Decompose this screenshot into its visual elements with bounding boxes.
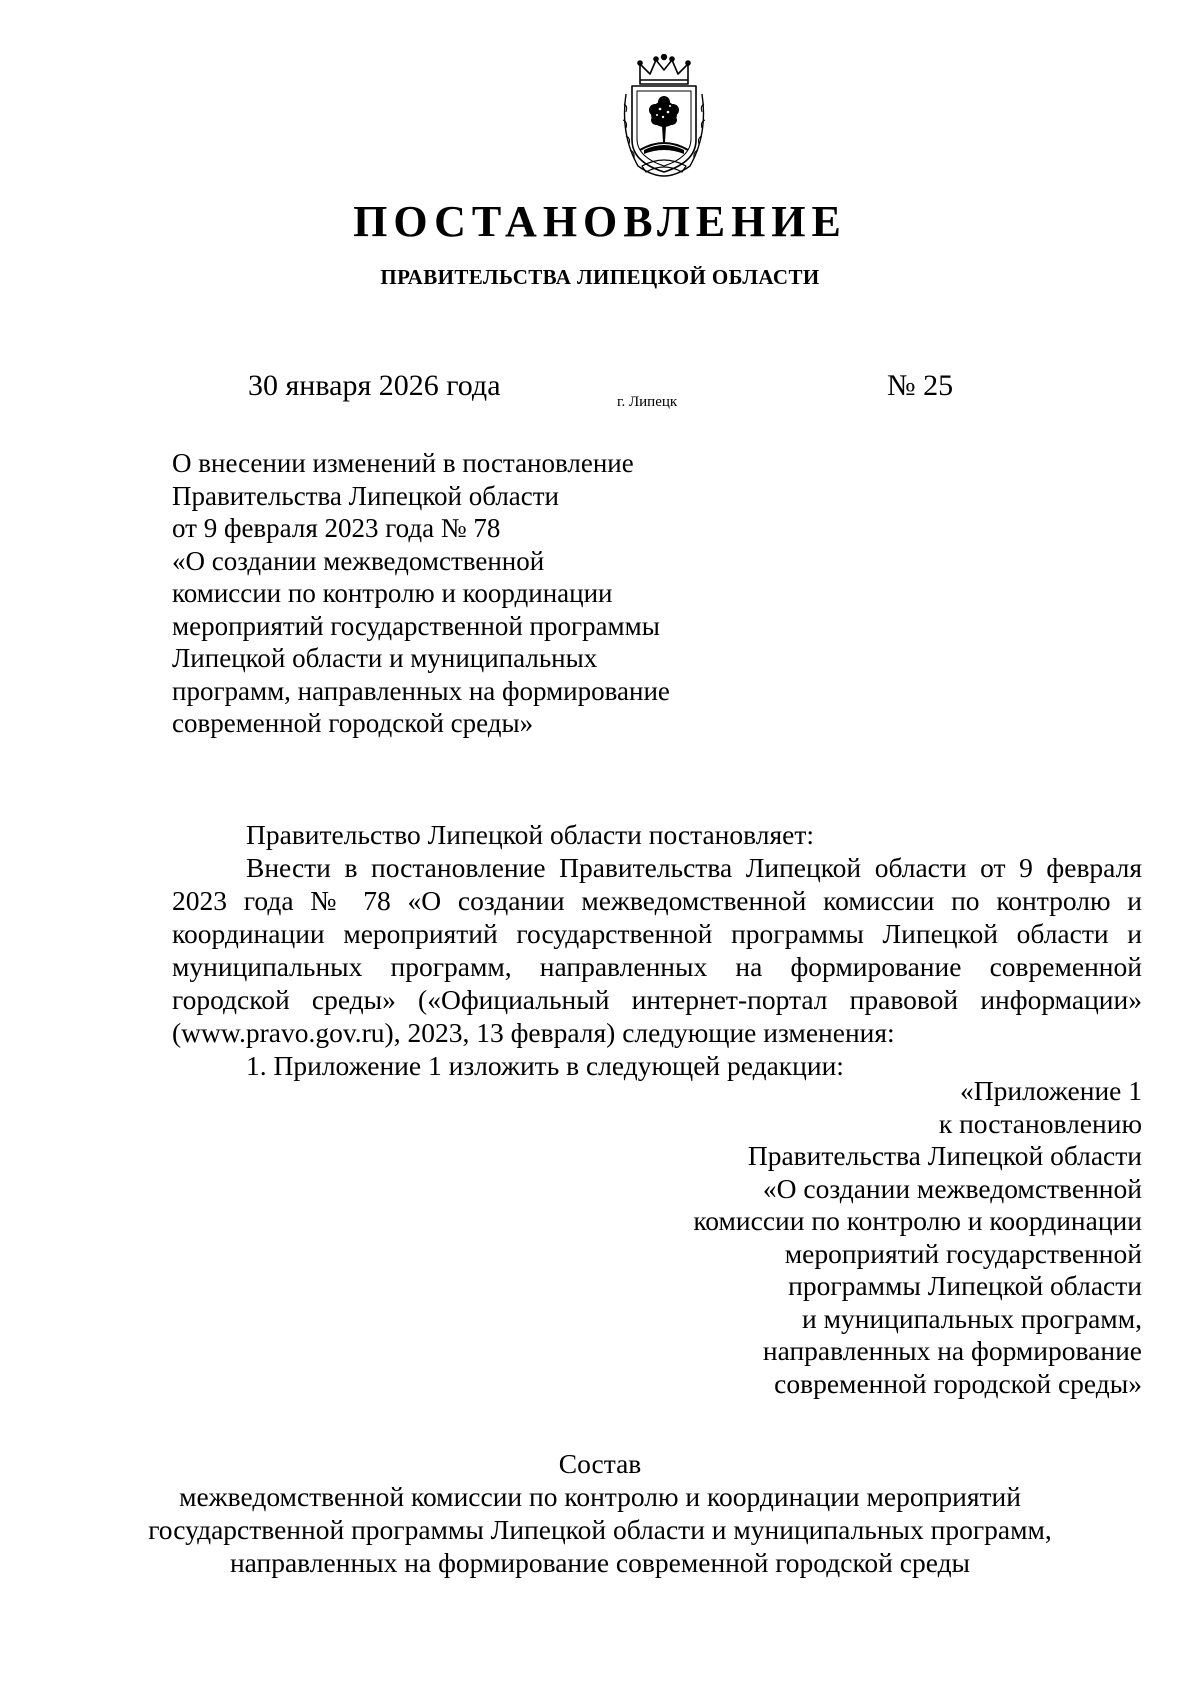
- appendix-line: программы Липецкой области: [788, 1270, 1142, 1301]
- heading-line: «О создании межведомственной: [172, 545, 545, 576]
- document-issuer: ПРАВИТЕЛЬСТВА ЛИПЕЦКОЙ ОБЛАСТИ: [380, 265, 820, 289]
- heading-line: комиссии по контролю и координации: [172, 578, 613, 608]
- document-date: 30 января 2026 года: [248, 369, 501, 402]
- composition-line: направленных на формирование современной городской среды: [229, 1547, 971, 1578]
- heading-line: современной городской среды»: [172, 708, 534, 738]
- item-1: 1. Приложение 1 изложить в следующей редакции:: [246, 1050, 844, 1081]
- resolution-statement: Правительство Липецкой области постановляет:: [246, 819, 815, 850]
- appendix-line: направленных на формирование: [762, 1335, 1142, 1366]
- appendix-header: [582, 1075, 1142, 1400]
- heading-line: О внесении изменений в постановление: [172, 448, 634, 478]
- composition-line: государственной программы Липецкой области и муниципальных программ,: [148, 1514, 1052, 1545]
- composition-title: Состав: [558, 1448, 642, 1479]
- heading-line: Липецкой области и муниципальных: [172, 643, 598, 673]
- coat-of-arms-icon: [618, 54, 710, 178]
- document-heading: [172, 447, 732, 740]
- composition-line: межведомственной комиссии по контролю и координации мероприятий: [179, 1481, 1021, 1512]
- appendix-line: мероприятий государственной: [784, 1237, 1142, 1269]
- appendix-line: Правительства Липецкой области: [747, 1140, 1142, 1171]
- appendix-line: и муниципальных программ,: [802, 1302, 1142, 1334]
- appendix-line: «Приложение 1: [960, 1075, 1142, 1106]
- appendix-line: «О создании межведомственной: [762, 1172, 1142, 1204]
- composition-section: [0, 1447, 1200, 1579]
- document-number: № 25: [887, 369, 954, 402]
- appendix-line: к постановлению: [938, 1107, 1142, 1139]
- heading-line: Правительства Липецкой области: [172, 480, 560, 511]
- heading-line: от 9 февраля 2023 года № 78: [172, 513, 501, 543]
- document-body: [172, 818, 1142, 1082]
- document-city: г. Липецк: [617, 394, 678, 410]
- heading-line: программ, направленных на формирование: [172, 675, 670, 706]
- appendix-line: современной городской среды»: [774, 1367, 1142, 1399]
- document-title: ПОСТАНОВЛЕНИЕ: [353, 197, 847, 246]
- heading-line: мероприятий государственной программы: [172, 610, 660, 641]
- appendix-line: комиссии по контролю и координации: [693, 1205, 1142, 1236]
- main-paragraph: Внести в постановление Правительства Липецкой области от 9 февраля 2023 года № 78 «О создании межведомственной комиссии по контролю и координации мероприятий государственной программы Липецкой области и муниципальных программ, направленных на формирование современной городской среды» («Официальный интернет-портал правовой информации» (www.pravo.gov.ru), 2023, 13 февраля) следующие изменения:: [172, 852, 1142, 1048]
